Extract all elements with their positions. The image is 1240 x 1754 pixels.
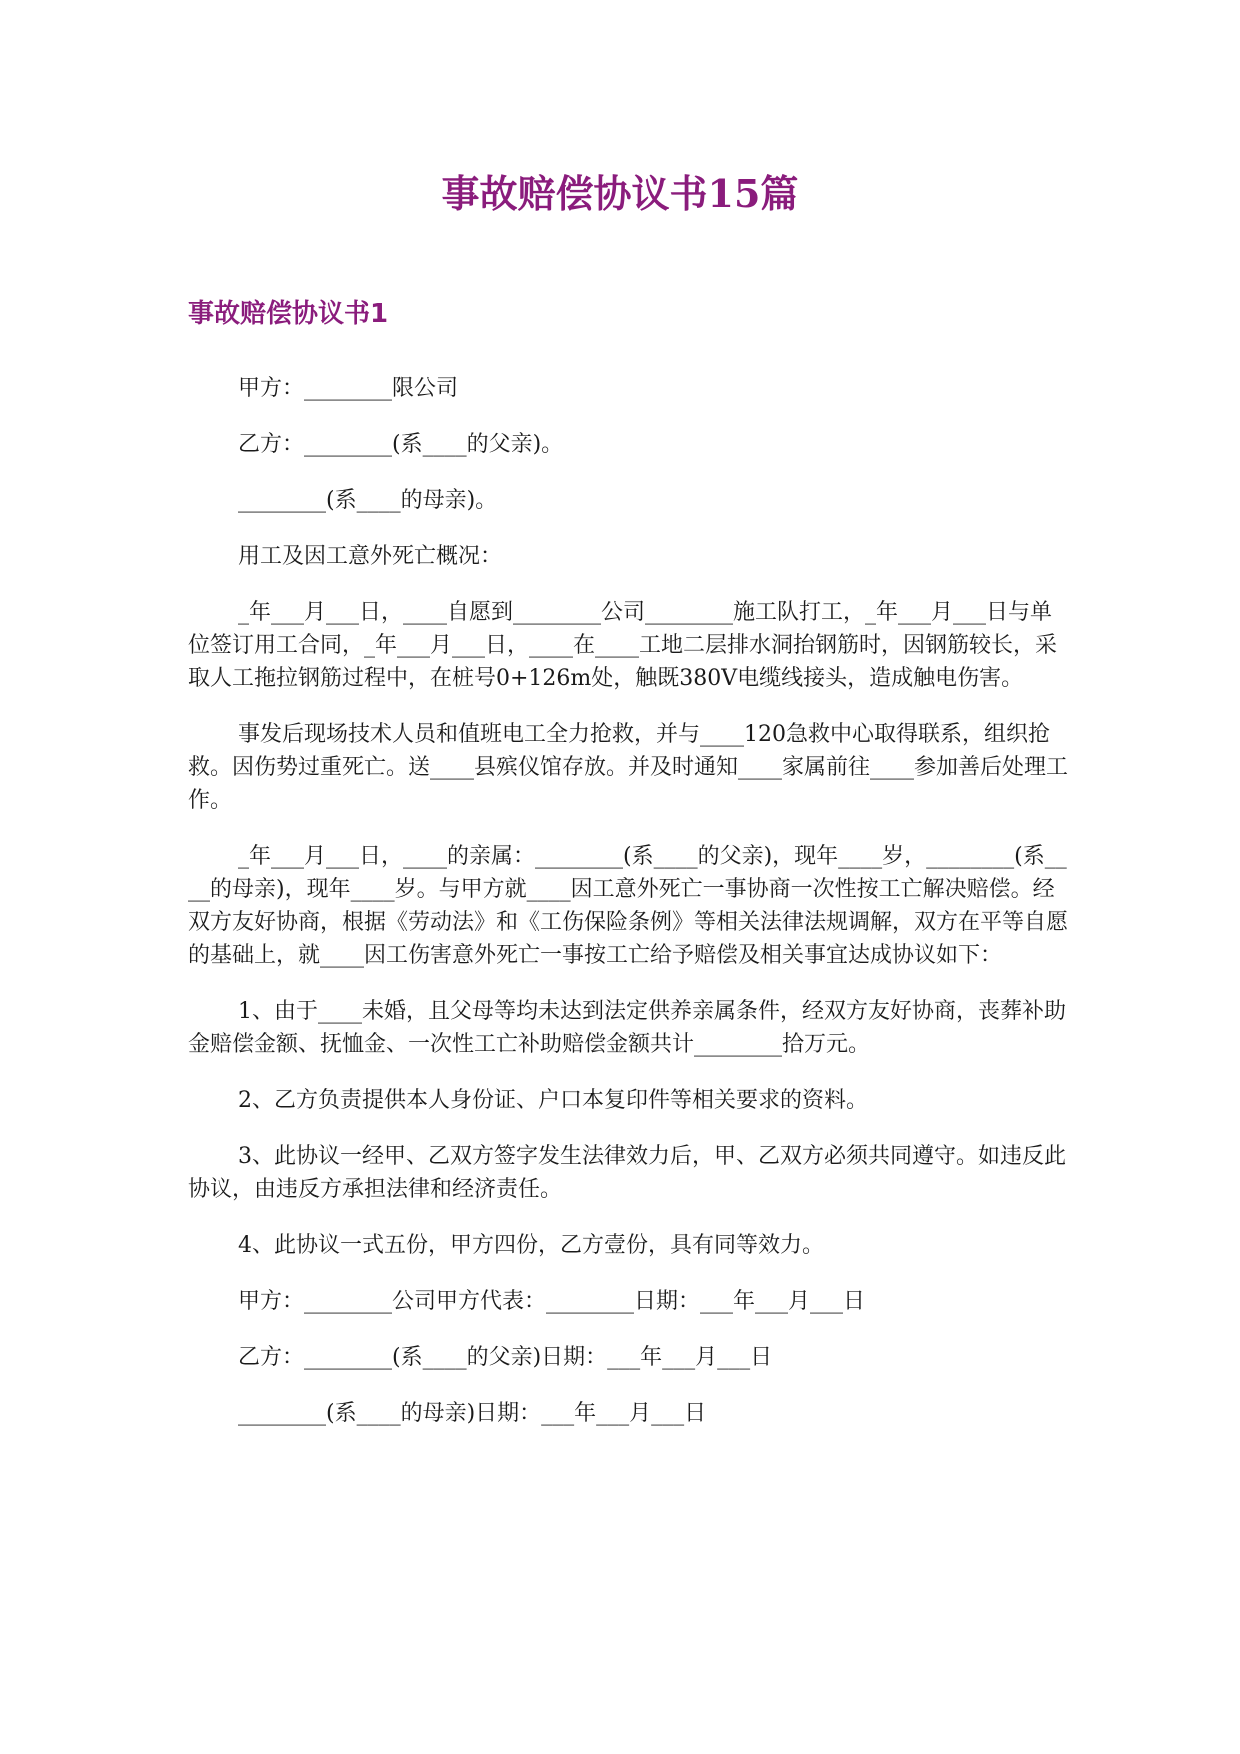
paragraph-clause-1: 1、由于____未婚，且父母等均未达到法定供养亲属条件，经双方友好协商，丧葬补助金赔偿金额、抚恤金、一次性工亡补助赔偿金额共计________拾万元。 xyxy=(188,999,1066,1057)
paragraph-negotiation: _年___月___日，____的亲属：________(系____的父亲)，现年____岁，________(系____的母亲)，现年____岁。与甲方就____因工意外死亡一事协商一次性按工亡解决赔偿。经双方友好协商，根据《劳动法》和《工伤保险条例》等相关法律法规调解，双方在平等自愿的基础上，就____因工伤害意外死亡一事按工亡给予赔偿及相关事宜达成协议如下： xyxy=(188,844,1069,968)
signature-party-a: 甲方：________公司甲方代表：________日期：___年___月___日 xyxy=(238,1289,866,1314)
signature-party-b-mother: ________(系____的母亲)日期：___年___月___日 xyxy=(238,1401,707,1426)
paragraph-party-b-father: 乙方：________(系____的父亲)。 xyxy=(238,432,564,457)
paragraph-clause-2: 2、乙方负责提供本人身份证、户口本复印件等相关要求的资料。 xyxy=(238,1088,868,1113)
section-title: 事故赔偿协议书1 xyxy=(188,299,389,329)
signature-party-b-father: 乙方：________(系____的父亲)日期：___年___月___日 xyxy=(238,1345,773,1370)
paragraph-overview-heading: 用工及因工意外死亡概况： xyxy=(238,544,503,569)
paragraph-party-b-mother: ________(系____的母亲)。 xyxy=(238,488,498,513)
document-title: 事故赔偿协议书15篇 xyxy=(441,171,799,216)
paragraph-clause-4: 4、此协议一式五份，甲方四份，乙方壹份，具有同等效力。 xyxy=(238,1233,824,1258)
paragraph-incident: _年___月___日，____自愿到________公司________施工队打工，_年___月___日与单位签订用工合同，_年___月___日，____在____工地二层排水洞抬钢筋时，因钢筋较长，采取人工拖拉钢筋过程中，在桩号0+126m处，触既380V电缆线接头，造成触电伤害。 xyxy=(188,600,1058,691)
document-body xyxy=(188,372,1068,1430)
paragraph-party-a: 甲方：________限公司 xyxy=(238,376,459,401)
paragraph-rescue: 事发后现场技术人员和值班电工全力抢救，并与____120急救中心取得联系，组织抢救。因伤势过重死亡。送____县殡仪馆存放。并及时通知____家属前往____参加善后处理工作。 xyxy=(188,722,1069,813)
paragraph-clause-3: 3、此协议一经甲、乙双方签字发生法律效力后，甲、乙双方必须共同遵守。如违反此协议，由违反方承担法律和经济责任。 xyxy=(188,1144,1066,1202)
